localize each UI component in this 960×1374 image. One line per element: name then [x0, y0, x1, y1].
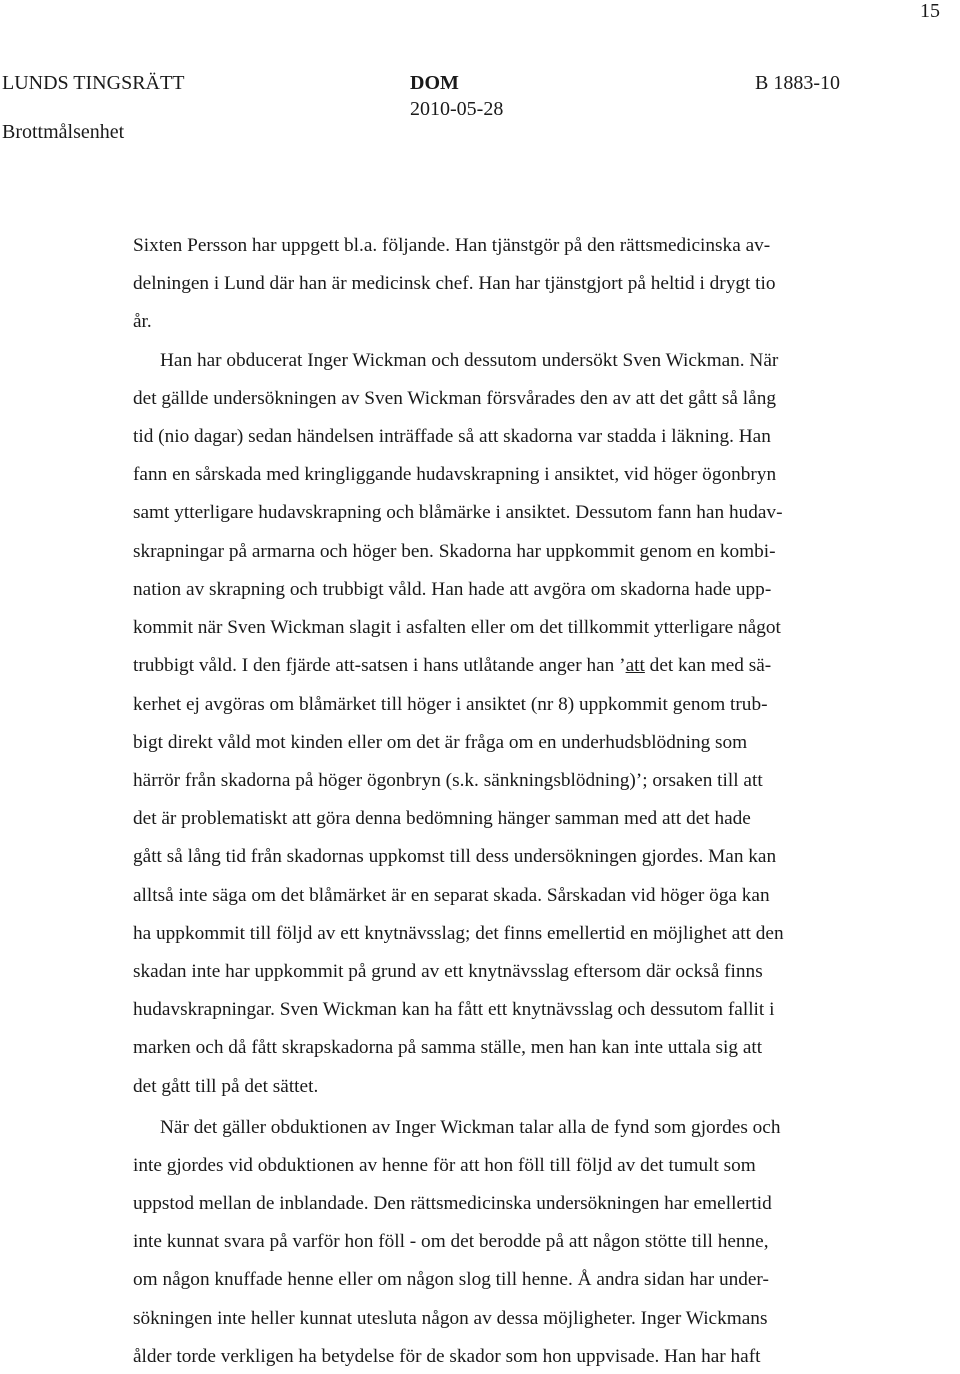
- text-line: kommit när Sven Wickman slagit i asfalten eller om det tillkommit ytterligare något: [133, 617, 781, 638]
- text-line: bigt direkt våld mot kinden eller om det är fråga om en underhudsblödning som: [133, 732, 748, 753]
- underlined-word: att: [625, 655, 645, 676]
- case-number: B 1883-10: [755, 72, 840, 94]
- text-line: ha uppkommit till följd av ett knytnävsslag; det finns emellertid en möjlighet att den: [133, 923, 784, 944]
- text-line: härrör från skadorna på höger ögonbryn (s.k. sänkningsblödning)’; orsaken till att: [133, 770, 763, 791]
- text-line: det gällde undersökningen av Sven Wickman försvårades den av att det gått så lång: [133, 388, 776, 409]
- text-line: nation av skrapning och trubbigt våld. Han hade att avgöra om skadorna hade upp-: [133, 579, 772, 600]
- court-name: LUNDS TINGSRÄTT: [2, 72, 185, 94]
- page-number: 15: [920, 0, 940, 22]
- text-line: [133, 654, 771, 678]
- text-line: marken och då fått skrapskadorna på samma ställe, men han kan inte uttala sig att: [133, 1037, 763, 1058]
- text-line: kerhet ej avgöras om blåmärket till höger i ansiktet (nr 8) uppkommit genom trub-: [133, 694, 768, 715]
- court-unit: Brottmålsenhet: [2, 121, 125, 143]
- text-line: om någon knuffade henne eller om någon slog till henne. Å andra sidan har under-: [133, 1269, 769, 1290]
- text-line: Han har obducerat Inger Wickman och dessutom undersökt Sven Wickman. När: [160, 350, 779, 371]
- text-line: samt ytterligare hudavskrapning och blåmärke i ansiktet. Dessutom fann han hudav-: [133, 502, 783, 523]
- text-line: ålder torde verkligen ha betydelse för de skador som hon uppvisade. Han har haft: [133, 1346, 761, 1367]
- text-line: När det gäller obduktionen av Inger Wickman talar alla de fynd som gjordes och: [160, 1117, 781, 1138]
- text-line: skadan inte har uppkommit på grund av ett knytnävsslag eftersom där också finns: [133, 961, 763, 982]
- text-line: tid (nio dagar) sedan händelsen inträffade så att skadorna var stadda i läkning. Han: [133, 426, 771, 447]
- text-line: hudavskrapningar. Sven Wickman kan ha fått ett knytnävsslag och dessutom fallit i: [133, 999, 775, 1020]
- text-line: inte kunnat svara på varför hon föll - om det berodde på att någon stötte till henne,: [133, 1231, 769, 1252]
- text-line: uppstod mellan de inblandade. Den rättsmedicinska undersökningen har emellertid: [133, 1193, 772, 1214]
- text-line: delningen i Lund där han är medicinsk chef. Han har tjänstgjort på heltid i drygt tio: [133, 273, 776, 294]
- text-line: det är problematiskt att göra denna bedömning hänger samman med att det hade: [133, 808, 751, 829]
- document-date: 2010-05-28: [410, 98, 504, 120]
- text-line: Sixten Persson har uppgett bl.a. följande. Han tjänstgör på den rättsmedicinska av-: [133, 235, 771, 256]
- text-line: inte gjordes vid obduktionen av henne för att hon föll till följd av det tumult som: [133, 1155, 756, 1176]
- text-segment: det kan med sä-: [644, 655, 772, 676]
- text-line: alltså inte säga om det blåmärket är en separat skada. Sårskadan vid höger öga kan: [133, 885, 770, 906]
- text-segment: trubbigt våld. I den fjärde att-satsen i hans utlåtande anger han ’: [133, 655, 626, 676]
- text-line: fann en sårskada med kringliggande hudavskrapning i ansiktet, vid höger ögonbryn: [133, 464, 777, 485]
- text-line: skrapningar på armarna och höger ben. Skadorna har uppkommit genom en kombi-: [133, 541, 776, 562]
- text-line: sökningen inte heller kunnat utesluta någon av dessa möjligheter. Inger Wickmans: [133, 1308, 768, 1329]
- document-type: DOM: [410, 72, 459, 94]
- text-line: det gått till på det sättet.: [133, 1076, 319, 1097]
- text-line: år.: [133, 311, 152, 332]
- text-line: gått så lång tid från skadornas uppkomst till dess undersökningen gjordes. Man kan: [133, 846, 777, 867]
